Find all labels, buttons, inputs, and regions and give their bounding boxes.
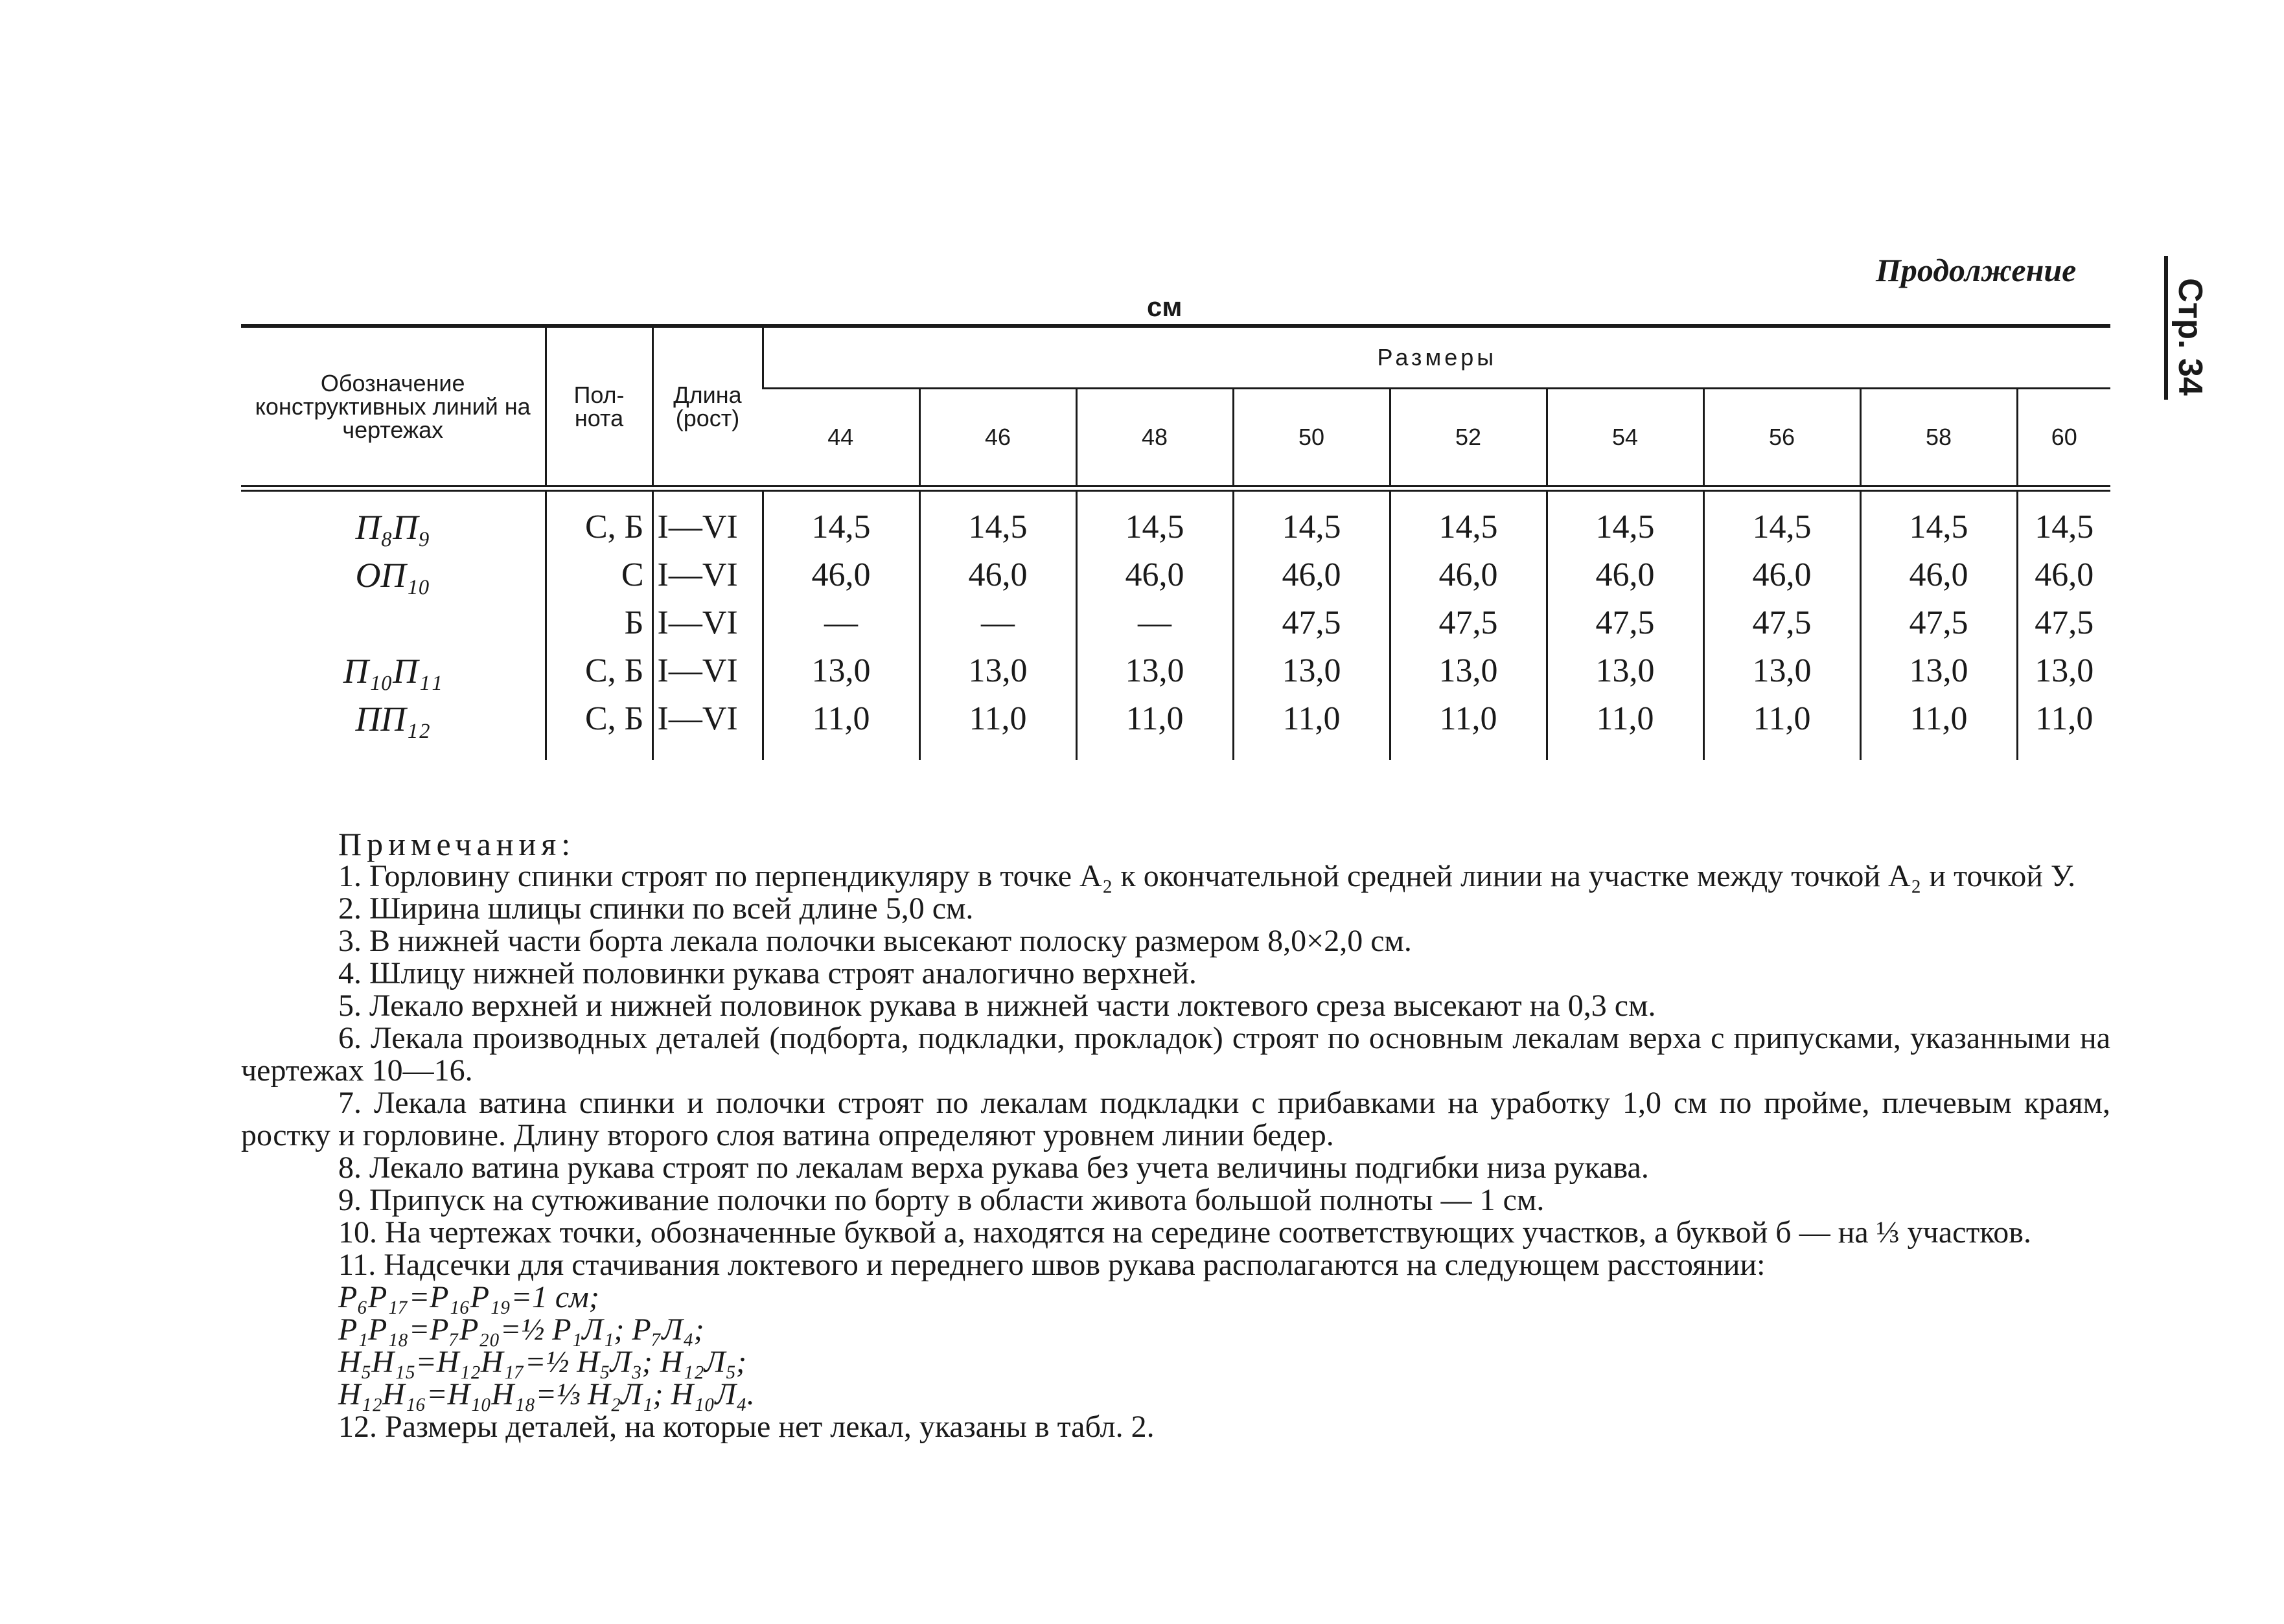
value-cell: 46,0 xyxy=(919,551,1076,599)
value-cell: 11,0 xyxy=(2017,695,2110,760)
value-cell: — xyxy=(1076,599,1233,647)
dimensions-table xyxy=(241,324,2110,760)
unit-label: см xyxy=(1147,292,1182,322)
note-item: 10. На чертежах точки, обозначенные буквой а, находятся на середине соответствующих участков, а буквой б — на ⅓ участков. xyxy=(338,1215,2031,1250)
fullness-header: Пол-нота xyxy=(546,326,652,488)
value-cell: 47,5 xyxy=(2017,599,2110,647)
fullness-cell: Б xyxy=(546,599,652,647)
value-cell: 14,5 xyxy=(919,488,1076,551)
value-cell: 46,0 xyxy=(2017,551,2110,599)
value-cell: 14,5 xyxy=(1076,488,1233,551)
value-cell: 46,0 xyxy=(1547,551,1703,599)
value-cell: 13,0 xyxy=(1703,647,1860,695)
table-row xyxy=(241,695,2110,760)
value-cell: 14,5 xyxy=(763,488,919,551)
value-cell: 46,0 xyxy=(1703,551,1860,599)
value-cell: 13,0 xyxy=(1860,647,2017,695)
page-number-text: Стр. 34 xyxy=(2171,278,2209,396)
value-cell: 11,0 xyxy=(1233,695,1390,760)
length-cell: I—VI xyxy=(652,695,763,760)
value-cell: 47,5 xyxy=(1703,599,1860,647)
note-item: 1. Горловину спинки строят по перпендикуляру в точке A₂ к окончательной средней линии на участке между точкой A₂ и точкой У. xyxy=(338,859,2076,893)
note-item: 11. Надсечки для стачивания локтевого и переднего швов рукава располагаются на следующем расстоянии: xyxy=(338,1248,1766,1282)
length-cell: I—VI xyxy=(652,647,763,695)
line-designation xyxy=(241,599,546,647)
fullness-cell: С xyxy=(546,551,652,599)
note-item: 8. Лекало ватина рукава строят по лекалам верха рукава без учета величины подгибки низа рукава. xyxy=(338,1150,1649,1185)
size-header: 44 xyxy=(827,424,854,450)
note-item: 5. Лекало верхней и нижней половинок рукава в нижней части локтевого среза высекают на 0,3 см. xyxy=(338,989,1656,1023)
line-designation: П₈П₉ xyxy=(355,508,431,547)
value-cell: 46,0 xyxy=(763,551,919,599)
note-item: 2. Ширина шлицы спинки по всей длине 5,0 см. xyxy=(338,891,974,926)
note-item: 9. Припуск на сутюживание полочки по борту в области живота большой полноты — 1 см. xyxy=(338,1183,1545,1217)
table-row xyxy=(241,599,2110,647)
value-cell: — xyxy=(919,599,1076,647)
value-cell: 14,5 xyxy=(1547,488,1703,551)
notes-heading: Примечания: xyxy=(338,826,576,862)
size-header: 54 xyxy=(1547,389,1703,489)
fullness-cell: С, Б xyxy=(546,488,652,551)
value-cell: 11,0 xyxy=(919,695,1076,760)
value-cell: 46,0 xyxy=(1233,551,1390,599)
value-cell: 11,0 xyxy=(1860,695,2017,760)
continuation-label: Продолжение xyxy=(1876,252,2077,288)
value-cell: 11,0 xyxy=(1547,695,1703,760)
value-cell: — xyxy=(763,599,919,647)
size-header: 48 xyxy=(1076,389,1233,489)
designation-header: Обозначение конструктивных линий на чертежах xyxy=(241,326,546,488)
value-cell: 46,0 xyxy=(1390,551,1547,599)
note-formula: P₆P₁₇=P₁₆P₁₉=1 см; xyxy=(338,1280,599,1314)
dimensions-table-wrap xyxy=(241,324,2110,760)
sizes-header: Размеры xyxy=(763,326,2110,389)
value-cell: 46,0 xyxy=(1860,551,2017,599)
note-formula: H₅H₁₅=H₁₂H₁₇=½ H₅Л₃; H₁₂Л₅; xyxy=(338,1345,746,1379)
value-cell: 47,5 xyxy=(1547,599,1703,647)
size-header: 50 xyxy=(1233,389,1390,489)
size-header: 46 xyxy=(919,389,1076,489)
fullness-cell: С, Б xyxy=(546,695,652,760)
value-cell: 14,5 xyxy=(2017,488,2110,551)
value-cell: 13,0 xyxy=(1547,647,1703,695)
page-number xyxy=(2158,253,2222,421)
value-cell: 14,5 xyxy=(1703,488,1860,551)
value-cell: 47,5 xyxy=(1233,599,1390,647)
value-cell: 13,0 xyxy=(1390,647,1547,695)
size-header: 58 xyxy=(1860,389,2017,489)
note-item: 4. Шлицу нижней половинки рукава строят аналогично верхней. xyxy=(338,956,1197,990)
note-item: 7. Лекала ватина спинки и полочки строят по лекалам подкладки с прибавками на уработку 1,0 см по пройме, плечевым краям, ростку и горловине. Длину второго слоя ватина определяют уровнем линии бедер. xyxy=(241,1086,2110,1152)
value-cell: 13,0 xyxy=(919,647,1076,695)
value-cell: 11,0 xyxy=(763,695,919,760)
table-row xyxy=(241,647,2110,695)
note-item: 3. В нижней части борта лекала полочки высекают полоску размером 8,0×2,0 см. xyxy=(338,924,1412,958)
size-header: 60 xyxy=(2017,389,2110,489)
value-cell: 13,0 xyxy=(2017,647,2110,695)
value-cell: 14,5 xyxy=(1390,488,1547,551)
fullness-cell: С, Б xyxy=(546,647,652,695)
notes-section xyxy=(241,828,2110,1443)
value-cell: 11,0 xyxy=(1076,695,1233,760)
length-header: Длина (рост) xyxy=(652,326,763,488)
note-item: 6. Лекала производных деталей (подборта, подкладки, прокладок) строят по основным лекалам верха с припусками, указанными на чертежах 10—16. xyxy=(241,1021,2110,1088)
value-cell: 47,5 xyxy=(1860,599,2017,647)
value-cell: 46,0 xyxy=(1076,551,1233,599)
table-row xyxy=(241,551,2110,599)
length-cell: I—VI xyxy=(652,551,763,599)
value-cell: 14,5 xyxy=(1233,488,1390,551)
table-row xyxy=(241,488,2110,551)
value-cell: 13,0 xyxy=(1233,647,1390,695)
value-cell: 14,5 xyxy=(1860,488,2017,551)
note-item: 12. Размеры деталей, на которые нет лекал, указаны в табл. 2. xyxy=(338,1410,1155,1444)
value-cell: 13,0 xyxy=(1076,647,1233,695)
line-designation: ПП₁₂ xyxy=(355,700,431,738)
table-header xyxy=(241,326,2110,488)
note-formula: P₁P₁₈=P₇P₂₀=½ P₁Л₁; P₇Л₄; xyxy=(338,1312,704,1347)
table-body xyxy=(241,488,2110,760)
value-cell: 47,5 xyxy=(1390,599,1547,647)
length-cell: I—VI xyxy=(652,599,763,647)
line-designation: П₁₀П₁₁ xyxy=(343,652,443,691)
length-cell: I—VI xyxy=(652,488,763,551)
note-formula: H₁₂H₁₆=H₁₀H₁₈=⅓ H₂Л₁; H₁₀Л₄. xyxy=(338,1377,755,1412)
value-cell: 11,0 xyxy=(1390,695,1547,760)
size-header: 52 xyxy=(1390,389,1547,489)
size-header: 56 xyxy=(1703,389,1860,489)
value-cell: 11,0 xyxy=(1703,695,1860,760)
line-designation: ОП₁₀ xyxy=(355,556,431,595)
value-cell: 13,0 xyxy=(763,647,919,695)
